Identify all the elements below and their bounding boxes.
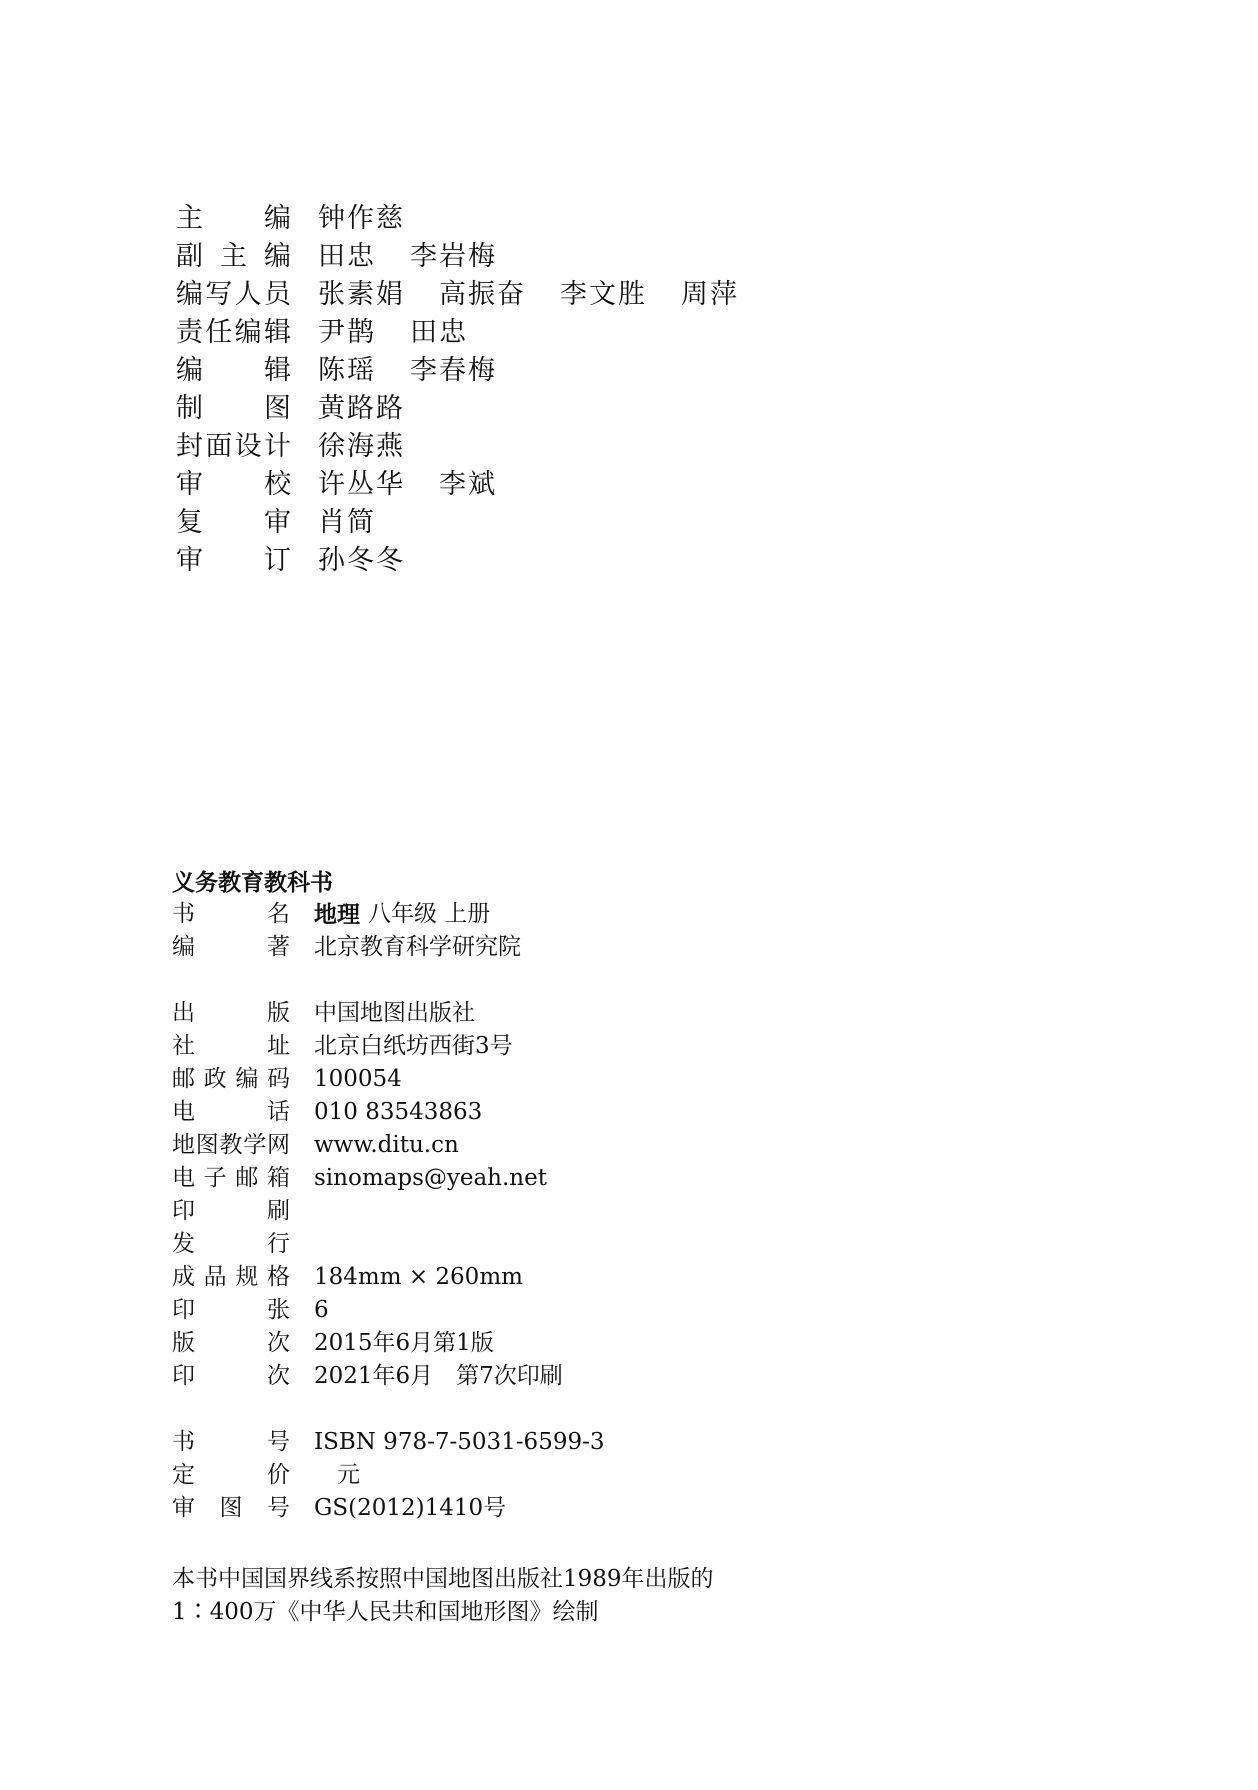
credit-person: 李文胜 [560,279,647,310]
credit-row [176,276,1076,314]
cip-label: 书号 [172,1429,290,1455]
credit-row [176,238,1076,276]
credit-role: 制图 [176,393,291,424]
cip-row [172,1195,1072,1228]
note-line: 本书中国国界线系按照中国地图出版社1989年出版的 [172,1566,714,1592]
credit-person: 徐海燕 [318,431,405,462]
cip-label: 成品规格 [172,1264,290,1290]
cip-label: 电子邮箱 [172,1165,290,1191]
credit-names [318,352,531,390]
cip-label: 印刷 [172,1198,290,1224]
map-boundary-note [172,1563,1072,1629]
credit-person: 田忠 [410,317,468,348]
cip-row [172,1492,1072,1525]
cip-heading: 义务教育教科书 [172,869,333,896]
credit-role: 编辑 [176,355,291,386]
credit-names [318,314,502,352]
cip-label: 邮政编码 [172,1066,290,1092]
cip-value: sinomaps@yeah.net [314,1165,547,1191]
credit-role: 主编 [176,203,291,234]
cip-row [172,1096,1072,1129]
spacer [172,1393,1072,1426]
credit-names [318,428,439,466]
cip-row [172,1162,1072,1195]
cip-label: 编著 [172,934,290,960]
cip-row [172,997,1072,1030]
cip-value: 北京白纸坊西街3号 [314,1033,513,1059]
cip-label: 审图号 [172,1495,290,1521]
credit-role: 副主编 [176,241,291,272]
book-title-rest: 八年级 上册 [368,901,491,927]
credit-person: 李斌 [439,469,497,500]
cip-label: 印张 [172,1297,290,1323]
credit-role: 审订 [176,545,291,576]
credit-person: 肖简 [318,507,376,538]
cip-value: 中国地图出版社 [314,1000,475,1026]
credit-row [176,504,1076,542]
credit-role: 复审 [176,507,291,538]
cip-row-author [172,931,1072,964]
cip-value: 2015年6月第1版 [314,1330,494,1356]
credit-person: 李岩梅 [410,241,497,272]
credit-names [318,504,410,542]
credits-block [176,200,1076,580]
cip-value: 184mm × 260mm [314,1264,523,1290]
cip-value: 010 83543863 [314,1099,483,1125]
credit-person: 高振奋 [439,279,526,310]
cip-value: 元 [314,1462,360,1488]
credit-role: 责任编辑 [176,317,291,348]
cip-row [172,1426,1072,1459]
publication-info [172,997,1072,1393]
cip-value: 100054 [314,1066,402,1092]
note-line: 1∶400万《中华人民共和国地形图》绘制 [172,1599,599,1625]
credit-person: 尹鹊 [318,317,376,348]
credit-names [318,200,439,238]
credit-role: 审校 [176,469,291,500]
credit-person: 李春梅 [410,355,497,386]
cip-row [172,1294,1072,1327]
credit-person: 许丛华 [318,469,405,500]
credit-row [176,200,1076,238]
cip-label: 版次 [172,1330,290,1356]
credit-row [176,352,1076,390]
credit-person: 田忠 [318,241,376,272]
cip-row-book-title [172,898,1072,931]
cip-label: 印次 [172,1363,290,1389]
cip-data-block [172,868,1072,1525]
credit-names [318,390,439,428]
cip-value: GS(2012)1410号 [314,1495,507,1521]
credit-person: 张素娟 [318,279,405,310]
cip-row [172,1459,1072,1492]
cip-row [172,1063,1072,1096]
credit-names [318,276,773,314]
credit-names [318,466,531,504]
cip-row [172,1261,1072,1294]
cip-value: 6 [314,1297,329,1323]
cip-label: 书名 [172,901,290,927]
cip-row [172,1129,1072,1162]
credit-row [176,314,1076,352]
cip-row [172,1030,1072,1063]
credit-role: 封面设计 [176,431,291,462]
cip-value: ISBN 978-7-5031-6599-3 [314,1429,605,1455]
cip-value: www.ditu.cn [314,1132,459,1158]
spacer [172,964,1072,997]
credit-role: 编写人员 [176,279,291,310]
cip-label: 出版 [172,1000,290,1026]
cip-row [172,1360,1072,1393]
credit-row [176,542,1076,580]
cip-label: 电话 [172,1099,290,1125]
credit-person: 周萍 [681,279,739,310]
credit-row [176,428,1076,466]
credit-person: 陈瑶 [318,355,376,386]
book-title-main: 地理 [314,901,360,928]
cip-label: 社址 [172,1033,290,1059]
cip-label: 发行 [172,1231,290,1257]
cip-row [172,1228,1072,1261]
credit-person: 钟作慈 [318,203,405,234]
isbn-info [172,1426,1072,1525]
credit-person: 黄路路 [318,393,405,424]
credit-names [318,238,531,276]
cip-label: 地图教学网 [172,1132,290,1158]
cip-value: 2021年6月 第7次印刷 [314,1363,563,1389]
cip-row [172,1327,1072,1360]
credit-names [318,542,439,580]
cip-label: 定价 [172,1462,290,1488]
credit-row [176,466,1076,504]
cip-value: 北京教育科学研究院 [314,934,521,960]
credit-row [176,390,1076,428]
credit-person: 孙冬冬 [318,545,405,576]
